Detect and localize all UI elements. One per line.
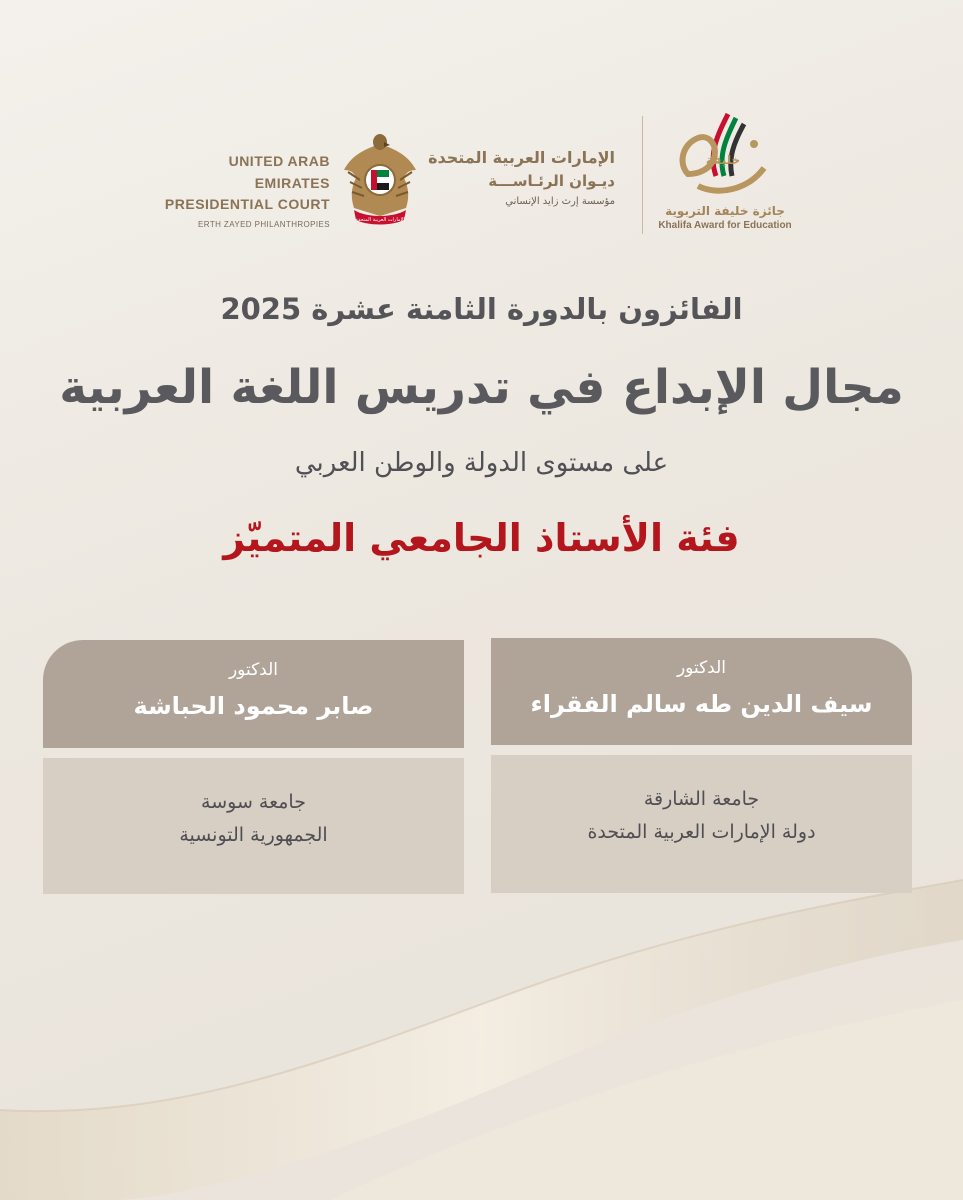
winner-country: الجمهورية التونسية <box>179 824 328 846</box>
logo-divider <box>642 116 643 234</box>
winner-affiliation-panel <box>491 755 912 893</box>
emblem-ribbon-text: الإمارات العربية المتحدة <box>355 217 405 223</box>
uae-en-line3: ERTH ZAYED PHILANTHROPIES <box>198 220 330 229</box>
winner-name-panel <box>491 638 912 745</box>
header-logos <box>0 100 963 240</box>
winner-affiliation-panel <box>43 758 464 894</box>
edition-heading: الفائزون بالدورة الثامنة عشرة 2025 <box>220 292 743 326</box>
winner-name-panel <box>43 640 464 748</box>
winner-title: الدكتور <box>228 660 279 680</box>
winner-name: صابر محمود الحباشة <box>133 692 374 720</box>
khalifa-award-english: Khalifa Award for Education <box>658 220 792 231</box>
level-subheading: على مستوى الدولة والوطن العربي <box>294 448 669 478</box>
winner-country: دولة الإمارات العربية المتحدة <box>587 821 816 843</box>
field-heading: مجال الإبداع في تدريس اللغة العربية <box>59 360 904 415</box>
presidential-court-arabic <box>425 146 615 212</box>
khalifa-award-arabic: جائزة خليفة التربوية <box>665 204 785 218</box>
winner-card <box>43 640 464 894</box>
winner-title: الدكتور <box>676 658 727 678</box>
winner-card <box>491 638 912 893</box>
khalifa-mark-text: خليفة <box>705 153 741 167</box>
uae-ar-line3: مؤسسة إرث زايد الإنساني <box>505 196 615 207</box>
winner-name: سيف الدين طه سالم الفقراء <box>530 690 873 718</box>
presidential-court-english <box>150 150 330 229</box>
uae-emblem-icon <box>340 130 420 226</box>
winner-university: جامعة سوسة <box>201 791 306 813</box>
uae-ar-line1: الإمارات العربية المتحدة <box>428 148 615 167</box>
category-heading: فئة الأستاذ الجامعي المتميّز <box>223 516 740 560</box>
uae-ar-line2: ديـوان الرئـاســـة <box>488 172 615 190</box>
khalifa-award-logo-icon <box>668 104 778 200</box>
winner-university: جامعة الشارقة <box>643 788 760 810</box>
uae-en-line2: PRESIDENTIAL COURT <box>164 196 330 212</box>
uae-en-line1: UNITED ARAB EMIRATES <box>228 153 330 191</box>
